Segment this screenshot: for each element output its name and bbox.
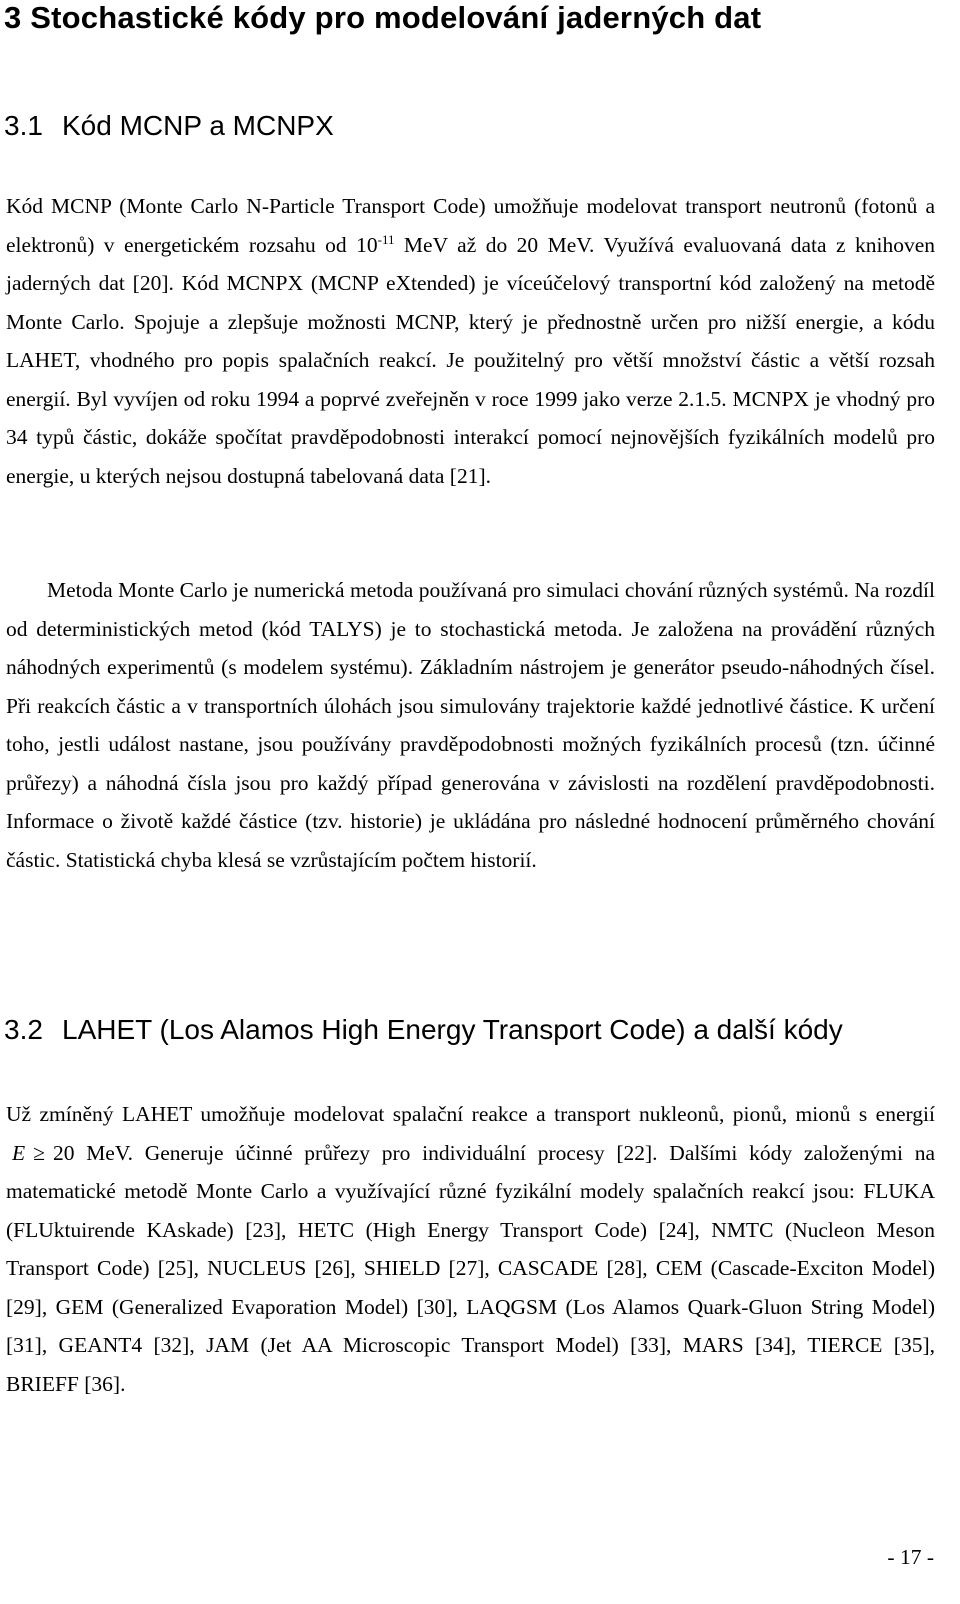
paragraph-text: Už zmíněný LAHET umožňuje modelovat spalační reakce a transport nukleonů, pionů, mionů s energií	[6, 1102, 935, 1126]
section-heading-3-1	[4, 110, 334, 142]
paragraph-text: MeV až do 20 MeV. Využívá evaluovaná data z knihoven jaderných dat [20]. Kód MCNPX (MCNP eXtended) je víceúčelový transportní kód založený na metodě Monte Carlo. Spojuje a zlepšuje možnosti MCNP, který je přednostně určen pro nižší energie, a kódu LAHET, vhodného pro popis spalačních reakcí. Je použitelný pro větší množství částic a větší rozsah energií. Byl vyvíjen od roku 1994 a poprvé zveřejněn v roce 1999 jako verze 2.1.5. MCNPX je vhodný pro 34 typů částic, dokáže spočítat pravděpodobnosti interakcí pomocí nejnovějších fyzikálních modelů pro energie, u kterých nejsou dostupná tabelovaná data [21].	[6, 232, 935, 488]
section-title: Kód MCNP a MCNPX	[62, 110, 334, 141]
math-operator: ≥	[33, 1140, 45, 1165]
paragraph-mcnp	[6, 187, 935, 495]
section-heading-3-2	[4, 1014, 843, 1046]
math-variable: E	[12, 1140, 26, 1165]
paragraph-text: Kód MCNP (Monte Carlo N-Particle Transport Code) umožňuje modelovat transport neutronů (fotonů a elektronů) v energetickém rozsahu od 10	[6, 194, 935, 257]
paragraph-text: Metoda Monte Carlo je numerická metoda používaná pro simulaci chování různých systémů. Na rozdíl od deterministických metod (kód TALYS) je to stochastická metoda. Je založena na provádění různých náhodných experimentů (s modelem systému). Základním nástrojem je generátor pseudo-náhodných čísel. Při reakcích částic a v transportních úlohách jsou simulovány trajektorie každé jednotlivé částice. K určení toho, jestli událost nastane, jsou používány pravděpodobnosti možných fyzikálních procesů (tzn. účinné průřezy) a náhodná čísla jsou pro každý případ generována v závislosti na rozdělení pravděpodobnosti. Informace o životě každé částice (tzv. historie) je ukládána pro následné hodnocení průměrného chování částic. Statistická chyba klesá se vzrůstajícím počtem historií.	[6, 578, 935, 872]
section-number: 3.2	[4, 1014, 43, 1045]
superscript-exponent: -11	[377, 231, 395, 247]
paragraph-text: MeV. Generuje účinné průřezy pro individuální procesy [22]. Dalšími kódy založenými na matematické metodě Monte Carlo a využívající různé fyzikální modely spalačních reakcí jsou: FLUKA (FLUktuirende KAskade) [23], HETC (High Energy Transport Code) [24], NMTC (Nucleon Meson Transport Code) [25], NUCLEUS [26], SHIELD [27], CASCADE [28], CEM (Cascade-Exciton Model) [29], GEM (Generalized Evaporation Model) [30], LAQGSM (Los Alamos Quark-Gluon String Model) [31], GEANT4 [32], JAM (Jet AA Microscopic Transport Model) [33], MARS [34], TIERCE [35], BRIEFF [36].	[6, 1140, 935, 1396]
section-title: LAHET (Los Alamos High Energy Transport Code) a další kódy	[62, 1014, 843, 1045]
section-number: 3.1	[4, 110, 43, 141]
math-inequality	[6, 1141, 74, 1165]
paragraph-lahet	[6, 1095, 935, 1403]
page-number: - 17 -	[887, 1545, 934, 1569]
paragraph-monte-carlo	[6, 571, 935, 879]
chapter-heading: 3 Stochastické kódy pro modelování jaderných dat	[4, 0, 762, 35]
math-value: 20	[52, 1140, 75, 1165]
